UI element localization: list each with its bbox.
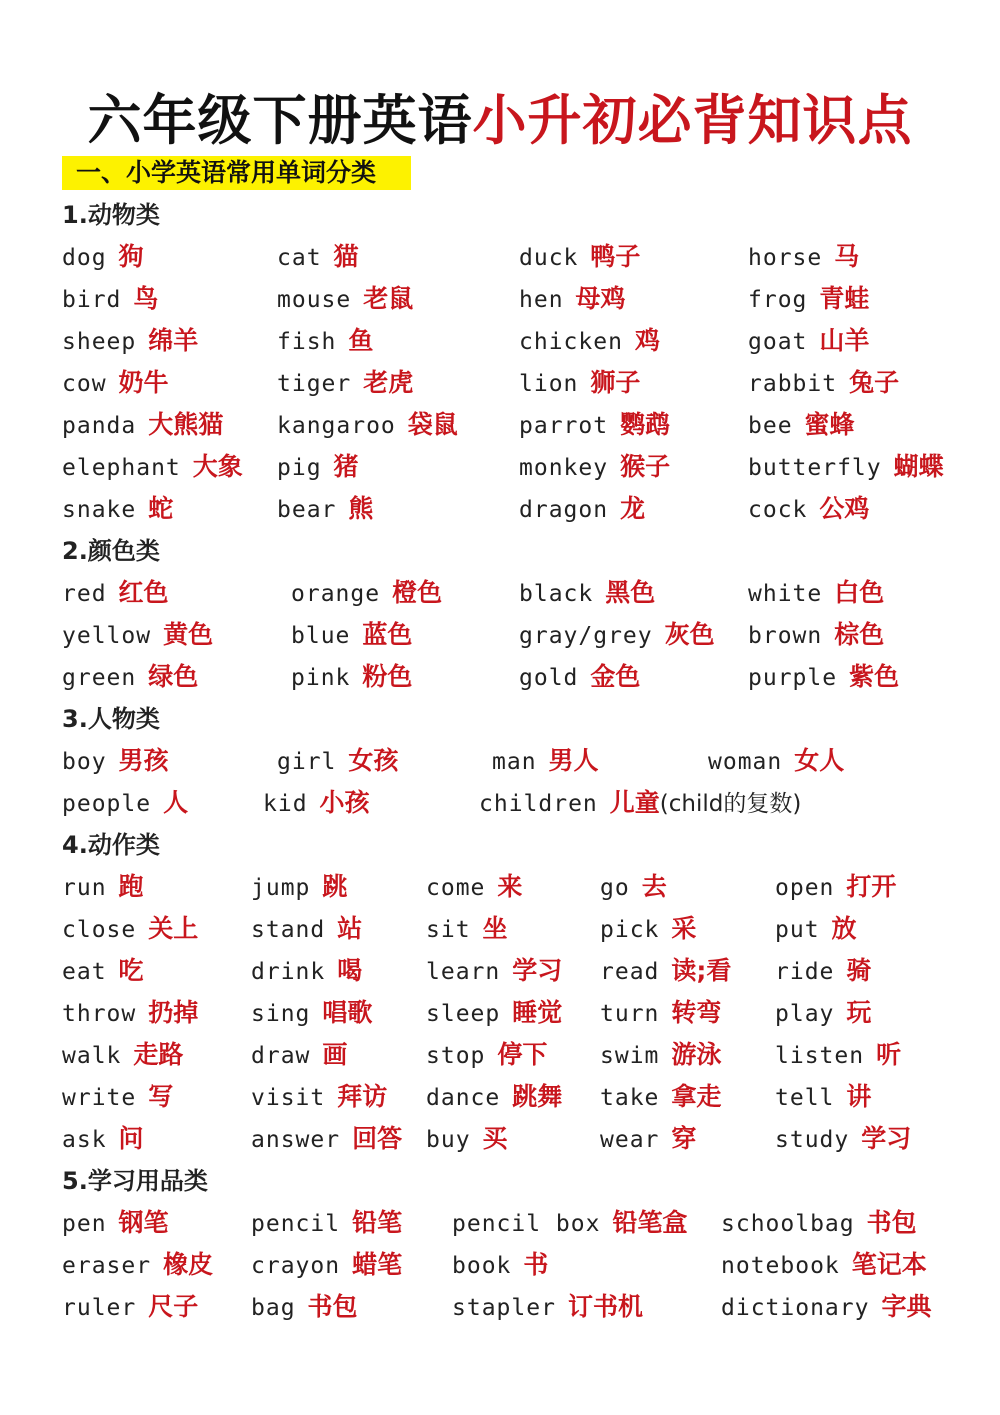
chinese-meaning: 跑 [118,872,144,901]
english-word: drink [251,959,326,985]
category-heading: 5.学习用品类 [62,1167,208,1195]
vocab-entry [519,282,626,316]
vocab-entry [251,1290,358,1324]
chinese-meaning: 兔子 [849,368,900,397]
vocab-entry [426,1080,562,1114]
chinese-meaning: 订书机 [567,1292,643,1321]
vocab-entry [426,996,562,1030]
english-word: man [492,749,537,775]
vocab-entry [519,240,640,274]
vocab-entry [748,408,855,442]
vocab-entry [251,996,372,1030]
english-word: monkey [519,455,609,481]
chinese-meaning: 关上 [148,914,199,943]
vocab-entry [492,744,599,778]
chinese-meaning: 袋鼠 [407,410,458,439]
vocab-entry [721,1248,927,1282]
chinese-meaning: 跳 [322,872,348,901]
chinese-meaning: 唱歌 [322,998,373,1027]
english-word: goat [748,329,808,355]
chinese-meaning: 写 [148,1082,174,1111]
vocab-entry [748,450,944,484]
vocab-entry [62,786,188,820]
chinese-meaning: 大象 [192,452,243,481]
vocab-entry [748,366,899,400]
vocab-entry [291,576,442,610]
english-word: fish [277,329,337,355]
english-word: lion [519,371,579,397]
chinese-meaning: 蜡笔 [352,1250,403,1279]
vocab-entry [426,870,522,904]
english-word: brown [748,623,823,649]
vocab-entry [277,450,359,484]
chinese-meaning: 鸟 [133,284,159,313]
chinese-meaning: 小孩 [319,788,370,817]
vocab-entry [62,282,158,316]
english-word: blue [291,623,351,649]
vocab-entry [721,1290,932,1324]
vocab-entry [62,1206,169,1240]
english-word: dog [62,245,107,271]
english-word: boy [62,749,107,775]
vocab-entry [277,282,413,316]
vocab-entry [277,324,373,358]
vocab-entry [251,954,362,988]
english-word: girl [277,749,337,775]
vocab-entry [519,492,645,526]
chinese-meaning: 金色 [590,662,641,691]
vocab-entry [426,1038,547,1072]
chinese-meaning: 读;看 [671,956,732,985]
english-word: visit [251,1085,326,1111]
vocab-entry [600,1122,696,1156]
vocab-entry [748,660,899,694]
vocab-entry [775,1038,901,1072]
chinese-meaning: 女人 [794,746,845,775]
english-word: open [775,875,835,901]
english-word: write [62,1085,137,1111]
vocab-entry [62,870,144,904]
english-word: cock [748,497,808,523]
chinese-meaning: 跳舞 [512,1082,563,1111]
chinese-meaning: 大熊猫 [148,410,224,439]
english-word: sit [426,917,471,943]
english-word: stop [426,1043,486,1069]
vocab-entry [277,366,413,400]
section-heading: 一、小学英语常用单词分类 [76,158,377,187]
chinese-meaning: 字典 [881,1292,932,1321]
chinese-meaning: 奶牛 [118,368,169,397]
english-word: people [62,791,152,817]
english-word: sing [251,1001,311,1027]
vocab-entry [263,786,370,820]
vocab-entry [277,744,398,778]
chinese-meaning: 转弯 [671,998,722,1027]
chinese-meaning: 睡觉 [512,998,563,1027]
english-word: jump [251,875,311,901]
chinese-meaning: 喝 [337,956,363,985]
chinese-meaning: 青蛙 [819,284,870,313]
english-word: pink [291,665,351,691]
vocab-entry [748,618,884,652]
chinese-meaning: 猴子 [620,452,671,481]
english-word: bag [251,1295,296,1321]
chinese-meaning: 回答 [352,1124,403,1153]
title-black-part: 六年级下册英语 [87,89,473,152]
vocab-entry [62,240,144,274]
english-word: eraser [62,1253,152,1279]
vocab-entry [277,240,359,274]
vocab-entry [62,1038,183,1072]
english-word: play [775,1001,835,1027]
chinese-meaning: 男孩 [118,746,169,775]
chinese-meaning: 坐 [482,914,508,943]
vocab-entry [62,1290,198,1324]
chinese-meaning: 画 [322,1040,348,1069]
chinese-meaning: 书 [523,1250,549,1279]
english-word: frog [748,287,808,313]
vocab-entry [251,1038,347,1072]
vocab-entry [519,576,655,610]
english-word: put [775,917,820,943]
vocab-entry [291,660,412,694]
chinese-meaning: 鱼 [348,326,374,355]
vocab-entry [519,324,660,358]
english-word: eat [62,959,107,985]
english-word: buy [426,1127,471,1153]
chinese-meaning: 铅笔 [352,1208,403,1237]
vocab-entry [251,912,362,946]
chinese-meaning: 橡皮 [163,1250,214,1279]
english-word: red [62,581,107,607]
vocab-entry [62,996,198,1030]
vocab-entry [775,954,871,988]
vocab-entry [62,618,213,652]
english-word: gray/grey [519,623,653,649]
vocab-entry [479,786,801,820]
vocab-entry [251,1248,402,1282]
english-word: pencil box [452,1211,601,1237]
vocab-entry [62,954,144,988]
vocab-entry [708,744,844,778]
title-red-part: 小升初必背知识点 [472,89,913,152]
english-word: ruler [62,1295,137,1321]
vocab-entry [600,954,731,988]
chinese-meaning: 游泳 [671,1040,722,1069]
english-word: run [62,875,107,901]
chinese-meaning: 书包 [866,1208,917,1237]
chinese-meaning: 黄色 [163,620,214,649]
chinese-meaning: 买 [482,1124,508,1153]
english-word: hen [519,287,564,313]
english-word: butterfly [748,455,882,481]
entry-note: (child的复数) [659,791,802,817]
vocab-entry [426,954,562,988]
english-word: wear [600,1127,660,1153]
chinese-meaning: 问 [118,1124,144,1153]
chinese-meaning: 白色 [834,578,885,607]
english-word: ask [62,1127,107,1153]
chinese-meaning: 马 [834,242,860,271]
english-word: cow [62,371,107,397]
english-word: ride [775,959,835,985]
chinese-meaning: 紫色 [849,662,900,691]
vocab-entry [251,1122,402,1156]
chinese-meaning: 男人 [548,746,599,775]
english-word: yellow [62,623,152,649]
english-word: sheep [62,329,137,355]
english-word: swim [600,1043,660,1069]
chinese-meaning: 女孩 [348,746,399,775]
chinese-meaning: 走路 [133,1040,184,1069]
vocab-entry [62,1122,144,1156]
chinese-meaning: 骑 [846,956,872,985]
english-word: woman [708,749,783,775]
category-heading: 3.人物类 [62,705,160,733]
chinese-meaning: 黑色 [605,578,656,607]
chinese-meaning: 人 [163,788,189,817]
vocab-entry [452,1206,688,1240]
english-word: listen [775,1043,865,1069]
english-word: pig [277,455,322,481]
chinese-meaning: 打开 [846,872,897,901]
chinese-meaning: 尺子 [148,1292,199,1321]
chinese-meaning: 龙 [620,494,646,523]
english-word: horse [748,245,823,271]
chinese-meaning: 听 [876,1040,902,1069]
category-heading: 4.动作类 [62,831,160,859]
chinese-meaning: 蛇 [148,494,174,523]
vocab-entry [62,660,198,694]
chinese-meaning: 熊 [348,494,374,523]
english-word: bear [277,497,337,523]
chinese-meaning: 玩 [846,998,872,1027]
english-word: schoolbag [721,1211,855,1237]
vocab-entry [748,282,869,316]
chinese-meaning: 去 [641,872,667,901]
chinese-meaning: 拜访 [337,1082,388,1111]
chinese-meaning: 讲 [846,1082,872,1111]
english-word: tiger [277,371,352,397]
chinese-meaning: 鸡 [634,326,660,355]
vocab-entry [62,408,223,442]
english-word: white [748,581,823,607]
chinese-meaning: 猫 [333,242,359,271]
vocab-entry [600,996,721,1030]
vocab-entry [748,576,884,610]
chinese-meaning: 儿童 [609,788,660,817]
english-word: throw [62,1001,137,1027]
chinese-meaning: 公鸡 [819,494,870,523]
english-word: duck [519,245,579,271]
english-word: gold [519,665,579,691]
chinese-meaning: 灰色 [664,620,715,649]
chinese-meaning: 笔记本 [851,1250,927,1279]
chinese-meaning: 粉色 [362,662,413,691]
chinese-meaning: 站 [337,914,363,943]
vocab-entry [62,744,169,778]
english-word: stand [251,917,326,943]
english-word: close [62,917,137,943]
vocab-entry [426,1122,508,1156]
chinese-meaning: 扔掉 [148,998,199,1027]
english-word: dictionary [721,1295,870,1321]
chinese-meaning: 鹦鹉 [620,410,671,439]
chinese-meaning: 红色 [118,578,169,607]
chinese-meaning: 拿走 [671,1082,722,1111]
chinese-meaning: 学习 [861,1124,912,1153]
vocab-entry [519,408,670,442]
english-word: rabbit [748,371,838,397]
vocab-entry [426,912,508,946]
english-word: orange [291,581,381,607]
vocab-entry [748,240,859,274]
english-word: pencil [251,1211,341,1237]
vocab-entry [721,1206,917,1240]
vocab-entry [775,870,896,904]
english-word: come [426,875,486,901]
english-word: kangaroo [277,413,396,439]
vocab-entry [600,1080,721,1114]
english-word: parrot [519,413,609,439]
vocab-entry [748,492,869,526]
vocab-entry [62,450,243,484]
english-word: crayon [251,1253,341,1279]
vocab-entry [775,1080,871,1114]
chinese-meaning: 穿 [671,1124,697,1153]
english-word: green [62,665,137,691]
english-word: kid [263,791,308,817]
chinese-meaning: 钢笔 [118,1208,169,1237]
vocab-entry [277,408,458,442]
english-word: dance [426,1085,501,1111]
english-word: elephant [62,455,181,481]
english-word: mouse [277,287,352,313]
vocab-entry [251,1080,387,1114]
vocab-entry [62,492,173,526]
chinese-meaning: 吃 [118,956,144,985]
english-word: pen [62,1211,107,1237]
chinese-meaning: 母鸡 [575,284,626,313]
vocab-entry [748,324,869,358]
vocab-entry [600,912,696,946]
chinese-meaning: 橙色 [392,578,443,607]
chinese-meaning: 停下 [497,1040,548,1069]
english-word: draw [251,1043,311,1069]
vocab-entry [600,1038,721,1072]
vocab-entry [251,870,347,904]
chinese-meaning: 老鼠 [363,284,414,313]
vocab-entry [452,1290,643,1324]
english-word: take [600,1085,660,1111]
vocab-entry [775,1122,911,1156]
vocab-entry [775,996,871,1030]
chinese-meaning: 山羊 [819,326,870,355]
chinese-meaning: 棕色 [834,620,885,649]
english-word: purple [748,665,838,691]
chinese-meaning: 书包 [307,1292,358,1321]
vocab-entry [775,912,857,946]
english-word: go [600,875,630,901]
english-word: read [600,959,660,985]
english-word: pick [600,917,660,943]
vocab-entry [277,492,373,526]
english-word: bird [62,287,122,313]
chinese-meaning: 狮子 [590,368,641,397]
english-word: dragon [519,497,609,523]
vocab-entry [519,660,640,694]
english-word: answer [251,1127,341,1153]
english-word: stapler [452,1295,556,1321]
english-word: children [479,791,598,817]
vocab-entry [62,576,169,610]
chinese-meaning: 狗 [118,242,144,271]
chinese-meaning: 鸭子 [590,242,641,271]
vocab-entry [62,912,198,946]
english-word: turn [600,1001,660,1027]
category-heading: 1.动物类 [62,201,160,229]
english-word: book [452,1253,512,1279]
english-word: snake [62,497,137,523]
english-word: notebook [721,1253,840,1279]
category-heading: 2.颜色类 [62,537,160,565]
english-word: study [775,1127,850,1153]
vocab-entry [519,450,670,484]
vocab-entry [519,618,715,652]
chinese-meaning: 绵羊 [148,326,199,355]
chinese-meaning: 采 [671,914,697,943]
vocab-entry [62,1248,213,1282]
chinese-meaning: 绿色 [148,662,199,691]
chinese-meaning: 蝴蝶 [893,452,944,481]
chinese-meaning: 蓝色 [362,620,413,649]
english-word: tell [775,1085,835,1111]
english-word: chicken [519,329,623,355]
vocab-entry [291,618,412,652]
vocab-entry [62,1080,173,1114]
english-word: black [519,581,594,607]
vocab-entry [62,324,198,358]
chinese-meaning: 猪 [333,452,359,481]
vocab-entry [251,1206,402,1240]
english-word: walk [62,1043,122,1069]
chinese-meaning: 蜜蜂 [804,410,855,439]
vocab-entry [62,366,169,400]
vocab-entry [519,366,640,400]
vocab-entry [600,870,667,904]
chinese-meaning: 放 [831,914,857,943]
english-word: sleep [426,1001,501,1027]
english-word: cat [277,245,322,271]
english-word: panda [62,413,137,439]
chinese-meaning: 学习 [512,956,563,985]
page-title [0,78,1000,155]
english-word: bee [748,413,793,439]
vocab-entry [452,1248,548,1282]
chinese-meaning: 铅笔盒 [612,1208,688,1237]
chinese-meaning: 老虎 [363,368,414,397]
english-word: learn [426,959,501,985]
chinese-meaning: 来 [497,872,523,901]
